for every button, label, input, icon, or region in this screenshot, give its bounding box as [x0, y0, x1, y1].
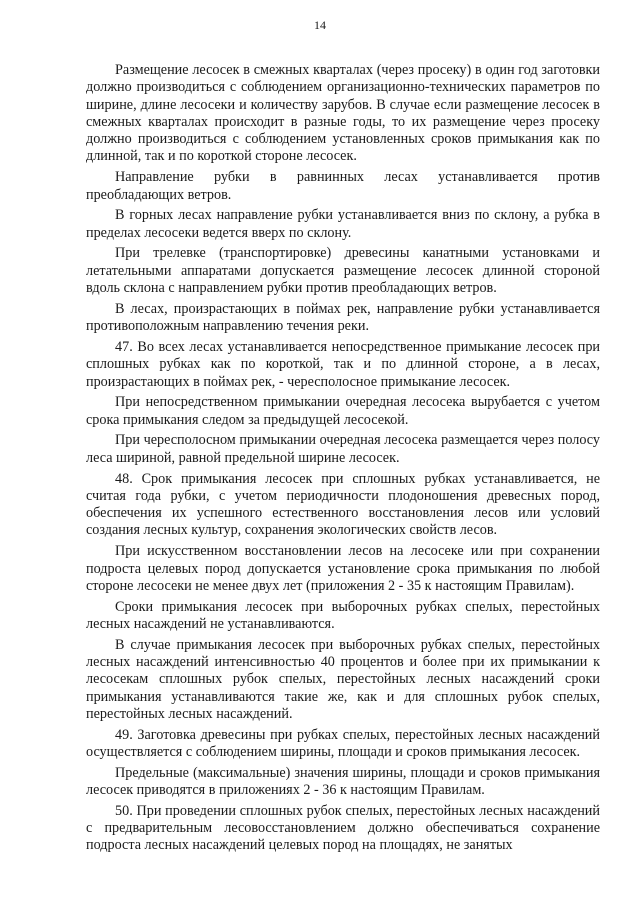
page-number: 14: [314, 18, 326, 32]
paragraph: В горных лесах направление рубки устанавливается вниз по склону, а рубка в пределах лесосеки ведется вверх по склону.: [86, 207, 600, 241]
document-body: [86, 62, 600, 855]
paragraph: При непосредственном примыкании очередная лесосека вырубается с учетом срока примыкания следом за предыдущей лесосекой.: [86, 394, 600, 428]
paragraph: В лесах, произрастающих в поймах рек, направление рубки устанавливается противоположным направлению течения реки.: [86, 300, 600, 335]
paragraph: Размещение лесосек в смежных кварталах (через просеку) в один год заготовки должно производиться с соблюдением организационно-технических параметров по ширине, длине лесосеки и количеству зарубов. В случае если размещение лесосек в смежных кварталах происходит в разные годы, то их размещение через просеку должно производиться с соблюдением установленных сроков примыкания как по длинной, так и по короткой стороне лесосек.: [86, 62, 600, 165]
paragraph: Предельные (максимальные) значения ширины, площади и сроков примыкания лесосек приводятся в приложениях 2 - 36 к настоящим Правилам.: [86, 764, 600, 799]
paragraph: 50. При проведении сплошных рубок спелых, перестойных лесных насаждений с предварительным лесовосстановлением должно обеспечиваться сохранение подроста лесных насаждений целевых пород на площадях, не занятых: [86, 802, 600, 854]
paragraph: При искусственном восстановлении лесов на лесосеке или при сохранении подроста целевых пород допускается установление срока примыкания по любой стороне лесосеки не менее двух лет (приложения 2 - 35 к настоящим Правилам).: [86, 543, 600, 594]
paragraph: 49. Заготовка древесины при рубках спелых, перестойных лесных насаждений осуществляется с соблюдением ширины, площади и сроков примыкания лесосек.: [86, 726, 600, 760]
paragraph: 48. Срок примыкания лесосек при сплошных рубках устанавливается, не считая года рубки, с учетом периодичности плодоношения древесных пород, обеспечения их успешного естественного восстановления лесов или условий создания лесных культур, сохранения экологических свойств лесов.: [86, 470, 600, 539]
paragraph: 47. Во всех лесах устанавливается непосредственное примыкание лесосек при сплошных рубках как по короткой, так и по длинной стороне, а в лесах, произрастающих в поймах рек, - чересполосное примыкание лесосек.: [86, 338, 600, 390]
paragraph: В случае примыкания лесосек при выборочных рубках спелых, перестойных лесных насаждений интенсивностью 40 процентов и более при их примыкании к лесосекам сплошных рубок спелых, перестойных лесных насаждений сроки примыкания устанавливаются такие же, как и для сплошных рубок спелых, перестойных лесных насаждений.: [86, 636, 600, 722]
paragraph: При трелевке (транспортировке) древесины канатными установками и летательными аппаратами допускается размещение лесосек длинной стороной вдоль склона с направлением рубки против преобладающих ветров.: [86, 245, 600, 297]
paragraph: Сроки примыкания лесосек при выборочных рубках спелых, перестойных лесных насаждений не устанавливаются.: [86, 598, 600, 632]
paragraph: Направление рубки в равнинных лесах устанавливается против преобладающих ветров.: [86, 169, 600, 203]
paragraph: При чересполосном примыкании очередная лесосека размещается через полосу леса шириной, равной предельной ширине лесосек.: [86, 432, 600, 466]
